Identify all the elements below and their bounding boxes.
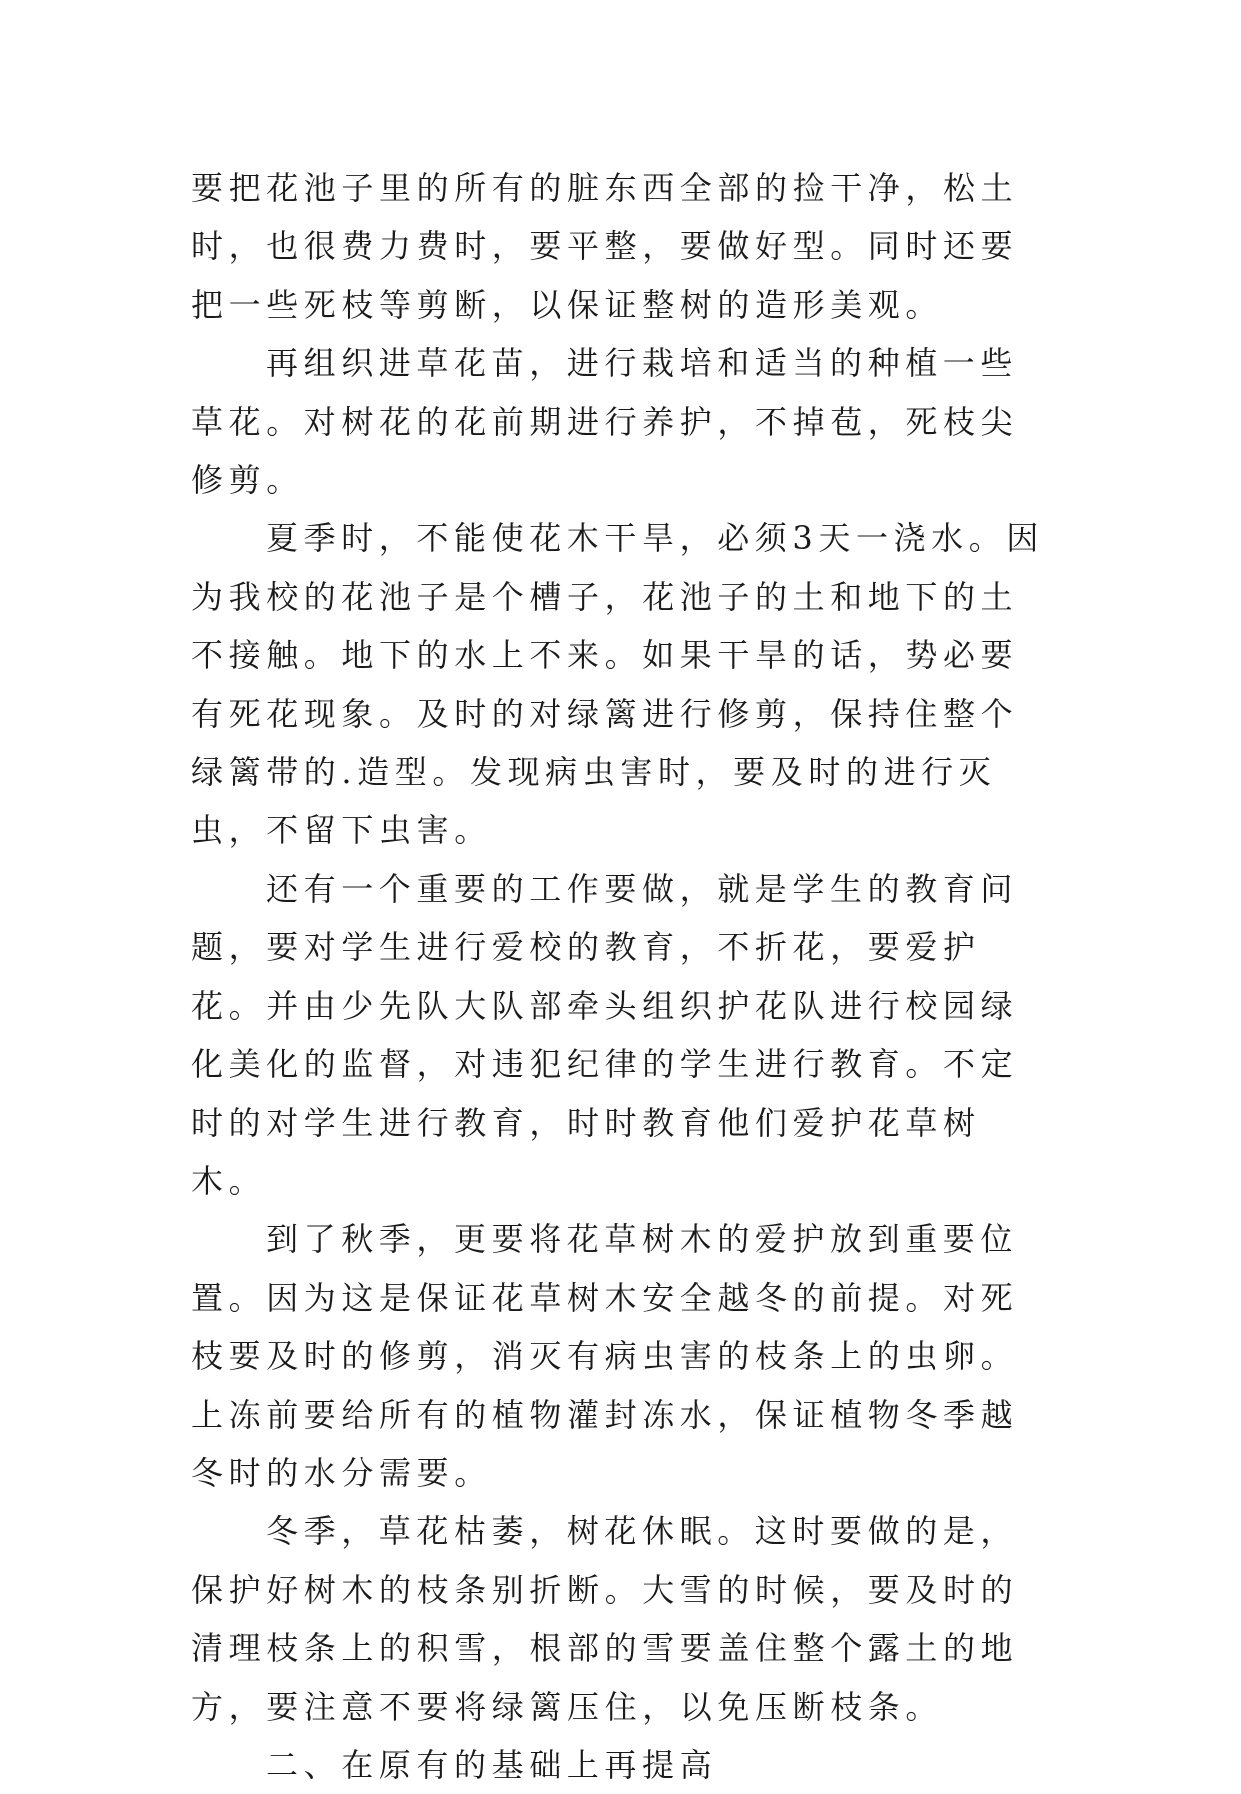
paragraph-education: 还有一个重要的工作要做，就是学生的教育问题，要对学生进行爱校的教育，不折花，要爱护花。并由少先队大队部牵头组织护花队进行校园绿化美化的监督，对违犯纪律的学生进行教育。不定时的对学生进行教育，时时教育他们爱护花草树木。 [191,869,1019,1200]
section-heading: 二、在原有的基础上再提高 [266,1745,718,1784]
paragraph-autumn: 到了秋季，更要将花草树木的爱护放到重要位置。因为这是保证花草树木安全越冬的前提。对死枝要及时的修剪，消灭有病虫害的枝条上的虫卵。上冻前要给所有的植物灌封冻水，保证植物冬季越冬时的水分需要。 [191,1220,1019,1492]
paragraph-planting: 再组织进草花苗，进行栽培和适当的种植一些草花。对树花的花前期进行养护，不掉苞，死枝尖修剪。 [191,344,1019,500]
paragraph-summer: 夏季时，不能使花木干旱，必须3天一浇水。因为我校的花池子是个槽子，花池子的土和地下的土不接触。地下的水上不来。如果干旱的话，势必要有死花现象。及时的对绿篱进行修剪，保持住整个绿篱带的.造型。发现病虫害时，要及时的进行灭虫，不留下虫害。 [191,519,1044,850]
document-body [191,159,1051,1794]
paragraph-winter: 冬季，草花枯萎，树花休眠。这时要做的是，保护好树木的枝条别折断。大雪的时候，要及时的清理枝条上的积雪，根部的雪要盖住整个露土的地方，要注意不要将绿篱压住，以免压断枝条。 [191,1512,1019,1726]
paragraph-continued: 要把花池子里的所有的脏东西全部的捡干净，松土时，也很费力费时，要平整，要做好型。同时还要把一些死枝等剪断，以保证整树的造形美观。 [191,169,1019,324]
